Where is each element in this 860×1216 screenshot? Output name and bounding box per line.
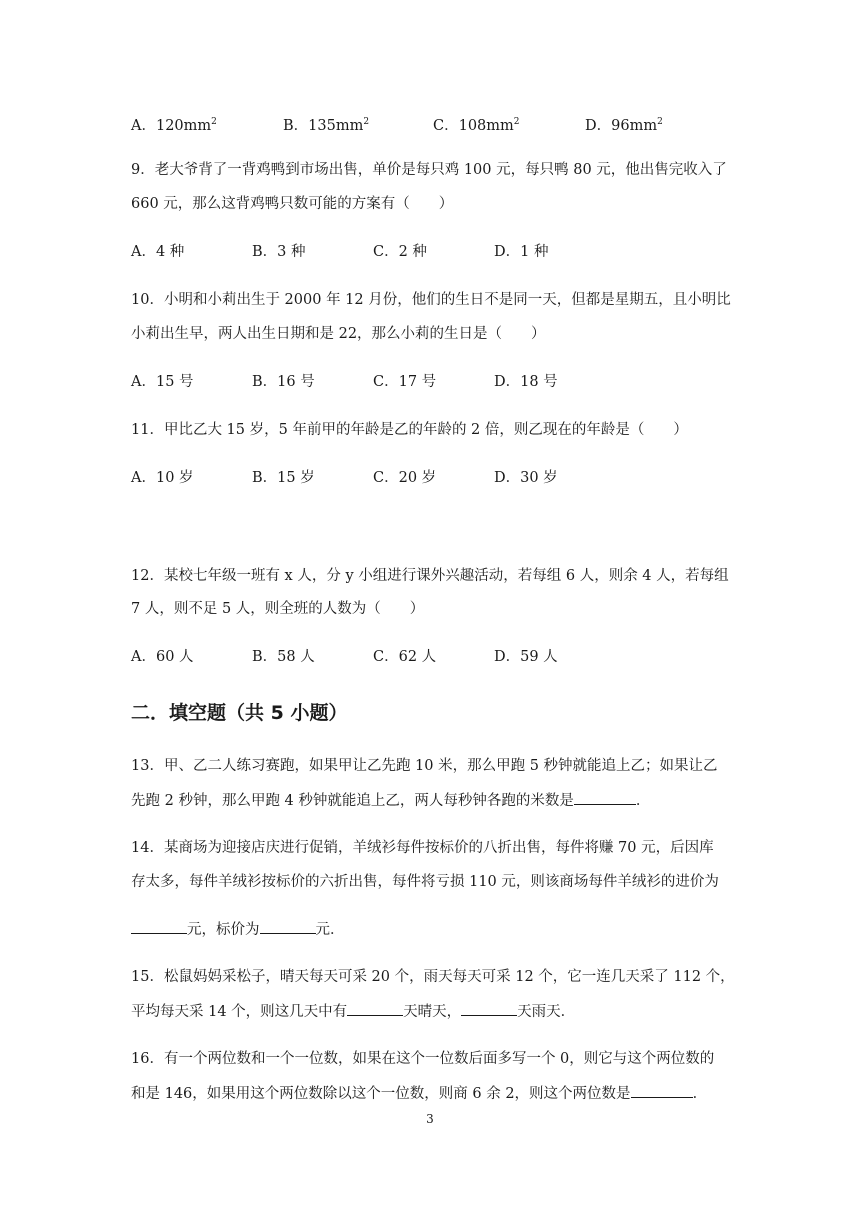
q12-option-d: D．59 人 [494, 649, 558, 665]
q9-option-a: A．4 种 [131, 244, 185, 260]
q14-text-line2: 存太多，每件羊绒衫按标价的六折出售，每件将亏损 110 元，则该商场每件羊绒衫的进价为 [131, 874, 719, 890]
q9-option-d: D．1 种 [494, 244, 549, 260]
q15-rainy-blank[interactable] [461, 1001, 517, 1016]
q10-text-line2: 小莉出生早，两人出生日期和是 22，那么小莉的生日是（ ） [131, 326, 546, 342]
q15-text-line1: 15．松鼠妈妈采松子，晴天每天可采 20 个，雨天每天可采 12 个，它一连几天采了 112 个， [131, 969, 735, 985]
q8-option-b: B．$135mm^2$ [283, 117, 370, 134]
q10-option-a: A．15 号 [131, 374, 194, 390]
q16-answer-blank[interactable] [631, 1083, 693, 1098]
q11-option-d: D．30 岁 [494, 470, 558, 486]
q8-option-d: D．$96mm^2$ [585, 117, 663, 134]
q16-text-line1: 16．有一个两位数和一个一位数，如果在这个一位数后面多写一个 0，则它与这个两位数的 [131, 1051, 715, 1067]
q12-option-b: B．58 人 [252, 649, 315, 665]
q14-text-line3: 元，标价为 元． [131, 919, 345, 940]
section-title-fill-in: 二．填空题（共 5 小题） [131, 702, 348, 724]
q15-sunny-blank[interactable] [347, 1001, 403, 1016]
page-number: 3 [426, 1112, 434, 1126]
q14-price-blank[interactable] [260, 919, 316, 934]
q12-text-line2: 7 人，则不足 5 人，则全班的人数为（ ） [131, 601, 425, 617]
q10-option-d: D．18 号 [494, 374, 558, 390]
q8-option-c: C．$108mm^2$ [433, 117, 520, 134]
q11-option-c: C．20 岁 [373, 470, 437, 486]
q10-option-c: C．17 号 [373, 374, 437, 390]
q12-option-a: A．60 人 [131, 649, 194, 665]
q13-answer-blank[interactable] [574, 790, 636, 805]
q12-option-c: C．62 人 [373, 649, 437, 665]
q9-option-c: C．2 种 [373, 244, 427, 260]
q11-text-line1: 11．甲比乙大 15 岁，5 年前甲的年龄是乙的年龄的 2 倍，则乙现在的年龄是（ ） [131, 422, 688, 438]
q14-text-line1: 14．某商场为迎接店庆进行促销，羊绒衫每件按标价的八折出售，每件将赚 70 元，后因库 [131, 840, 714, 856]
q11-option-a: A．10 岁 [131, 470, 194, 486]
q10-option-b: B．16 号 [252, 374, 315, 390]
q16-text-line2: 和是 146，如果用这个两位数除以这个一位数，则商 6 余 2，则这个两位数是 ． [131, 1083, 707, 1104]
q14-cost-blank[interactable] [131, 919, 187, 934]
q10-text-line1: 10．小明和小莉出生于 2000 年 12 月份，他们的生日不是同一天，但都是星期五，且小明比 [131, 292, 731, 308]
q15-text-line2: 平均每天采 14 个，则这几天中有 天晴天， 天雨天． [131, 1001, 575, 1022]
q9-text-line1: 9．老大爷背了一背鸡鸭到市场出售，单价是每只鸡 100 元，每只鸭 80 元，他出售完收入了 [131, 162, 727, 178]
q9-text-line2: 660 元，那么这背鸡鸭只数可能的方案有（ ） [131, 196, 454, 212]
q13-text-line1: 13．甲、乙二人练习赛跑，如果甲让乙先跑 10 米，那么甲跑 5 秒钟就能追上乙；如果让乙 [131, 758, 718, 774]
q13-text-line2: 先跑 2 秒钟，那么甲跑 4 秒钟就能追上乙，两人每秒钟各跑的米数是 ． [131, 790, 650, 811]
q9-option-b: B．3 种 [252, 244, 306, 260]
q12-text-line1: 12．某校七年级一班有 x 人，分 y 小组进行课外兴趣活动，若每组 6 人，则余 4 人，若每组 [131, 568, 729, 584]
q11-option-b: B．15 岁 [252, 470, 315, 486]
q8-option-a: A．$120mm^2$ [131, 117, 217, 134]
